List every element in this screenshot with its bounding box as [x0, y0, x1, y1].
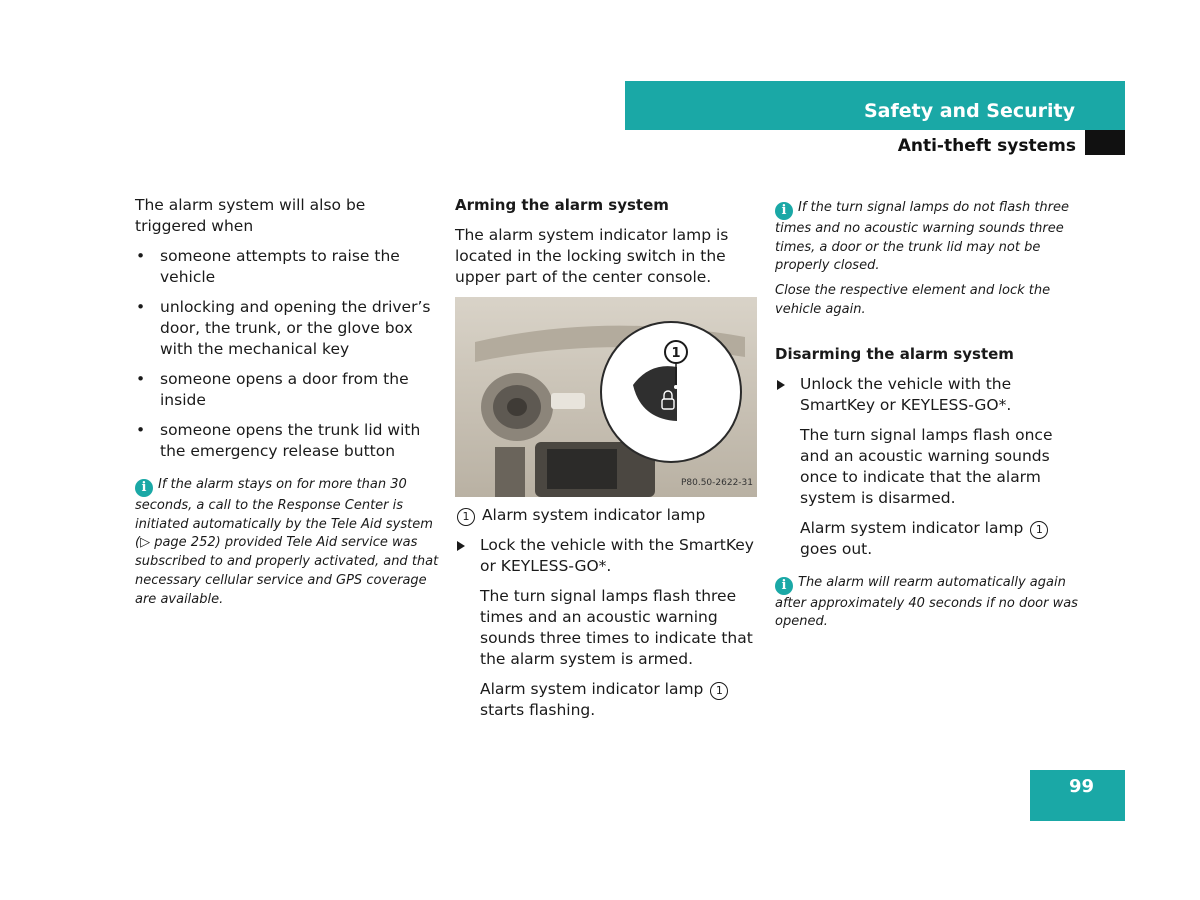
callout-number: 1 — [710, 682, 728, 700]
arming-step — [455, 535, 757, 577]
figure-code: P80.50-2622-31 — [680, 478, 753, 488]
intro-text: The alarm system will also be triggered when — [135, 196, 366, 235]
info-icon: i — [775, 202, 793, 220]
step-text: Unlock the vehicle with the SmartKey or KEYLESS-GO*. — [800, 374, 1012, 414]
arming-intro: The alarm system indicator lamp is located in the locking switch in the upper part of the center console. — [455, 226, 729, 286]
lamp-text-pre: Alarm system indicator lamp — [800, 518, 1024, 537]
figure-callout: 1 — [671, 346, 681, 361]
disarming-heading: Disarming the alarm system — [775, 344, 1014, 363]
list-item: • unlocking and opening the driver’s door, the trunk, or the glove box with the mechanical key — [135, 297, 440, 360]
info-note — [135, 476, 440, 609]
list-item: • someone attempts to raise the vehicle — [135, 246, 440, 288]
step-arrow-icon — [457, 541, 465, 551]
console-photo — [455, 297, 757, 497]
column-right — [775, 199, 1080, 632]
step-arrow-icon — [777, 380, 785, 390]
header-marker-block — [1085, 130, 1125, 155]
figure-caption — [455, 505, 757, 526]
disarming-step — [775, 374, 1080, 416]
page-number: 99 — [1068, 776, 1094, 797]
callout-number: 1 — [457, 508, 475, 526]
callout-number: 1 — [1030, 521, 1048, 539]
info-icon: i — [135, 479, 153, 497]
info-note — [775, 199, 1080, 276]
subsection-title: Anti-theft systems — [897, 136, 1076, 156]
note-text: If the alarm stays on for more than 30 seconds, a call to the Response Center is initiated automatically by the Tele Aid system (▷ page 252) provided Tele Aid service was subscribed to and properly activated, and that necessary cellular service and GPS coverage are available. — [135, 477, 439, 607]
lamp-text-pre: Alarm system indicator lamp — [480, 680, 704, 698]
column-left — [135, 195, 440, 609]
console-illustration — [455, 297, 757, 497]
disarming-lamp-result — [775, 518, 1080, 560]
list-item: • someone opens a door from the inside — [135, 369, 440, 411]
info-note — [775, 574, 1080, 632]
trigger-list — [135, 246, 440, 462]
column-middle — [455, 195, 757, 730]
arming-heading: Arming the alarm system — [455, 196, 669, 214]
info-icon: i — [775, 577, 793, 595]
note-text: If the turn signal lamps do not flash three times and no acoustic warning sounds three times, a door or the trunk lid may not be properly closed. — [775, 200, 1069, 274]
arming-lamp-result — [455, 679, 757, 721]
note-continuation: Close the respective element and lock the vehicle again. — [775, 283, 1051, 317]
caption-text: Alarm system indicator lamp — [481, 506, 706, 524]
section-title: Safety and Security — [863, 100, 1075, 122]
list-item: • someone opens the trunk lid with the emergency release button — [135, 420, 440, 462]
step-text: Lock the vehicle with the SmartKey or KEYLESS-GO*. — [480, 536, 754, 575]
disarming-result: The turn signal lamps flash once and an acoustic warning sounds once to indicate that the alarm system is disarmed. — [800, 425, 1053, 507]
note-text: The alarm will rearm automatically again after approximately 40 seconds if no door was opened. — [775, 574, 1078, 630]
lamp-text-post: starts flashing. — [480, 701, 596, 719]
arming-result: The turn signal lamps flash three times and an acoustic warning sounds three times to indicate that the alarm system is armed. — [480, 587, 753, 668]
lamp-text-post: goes out. — [800, 539, 873, 558]
